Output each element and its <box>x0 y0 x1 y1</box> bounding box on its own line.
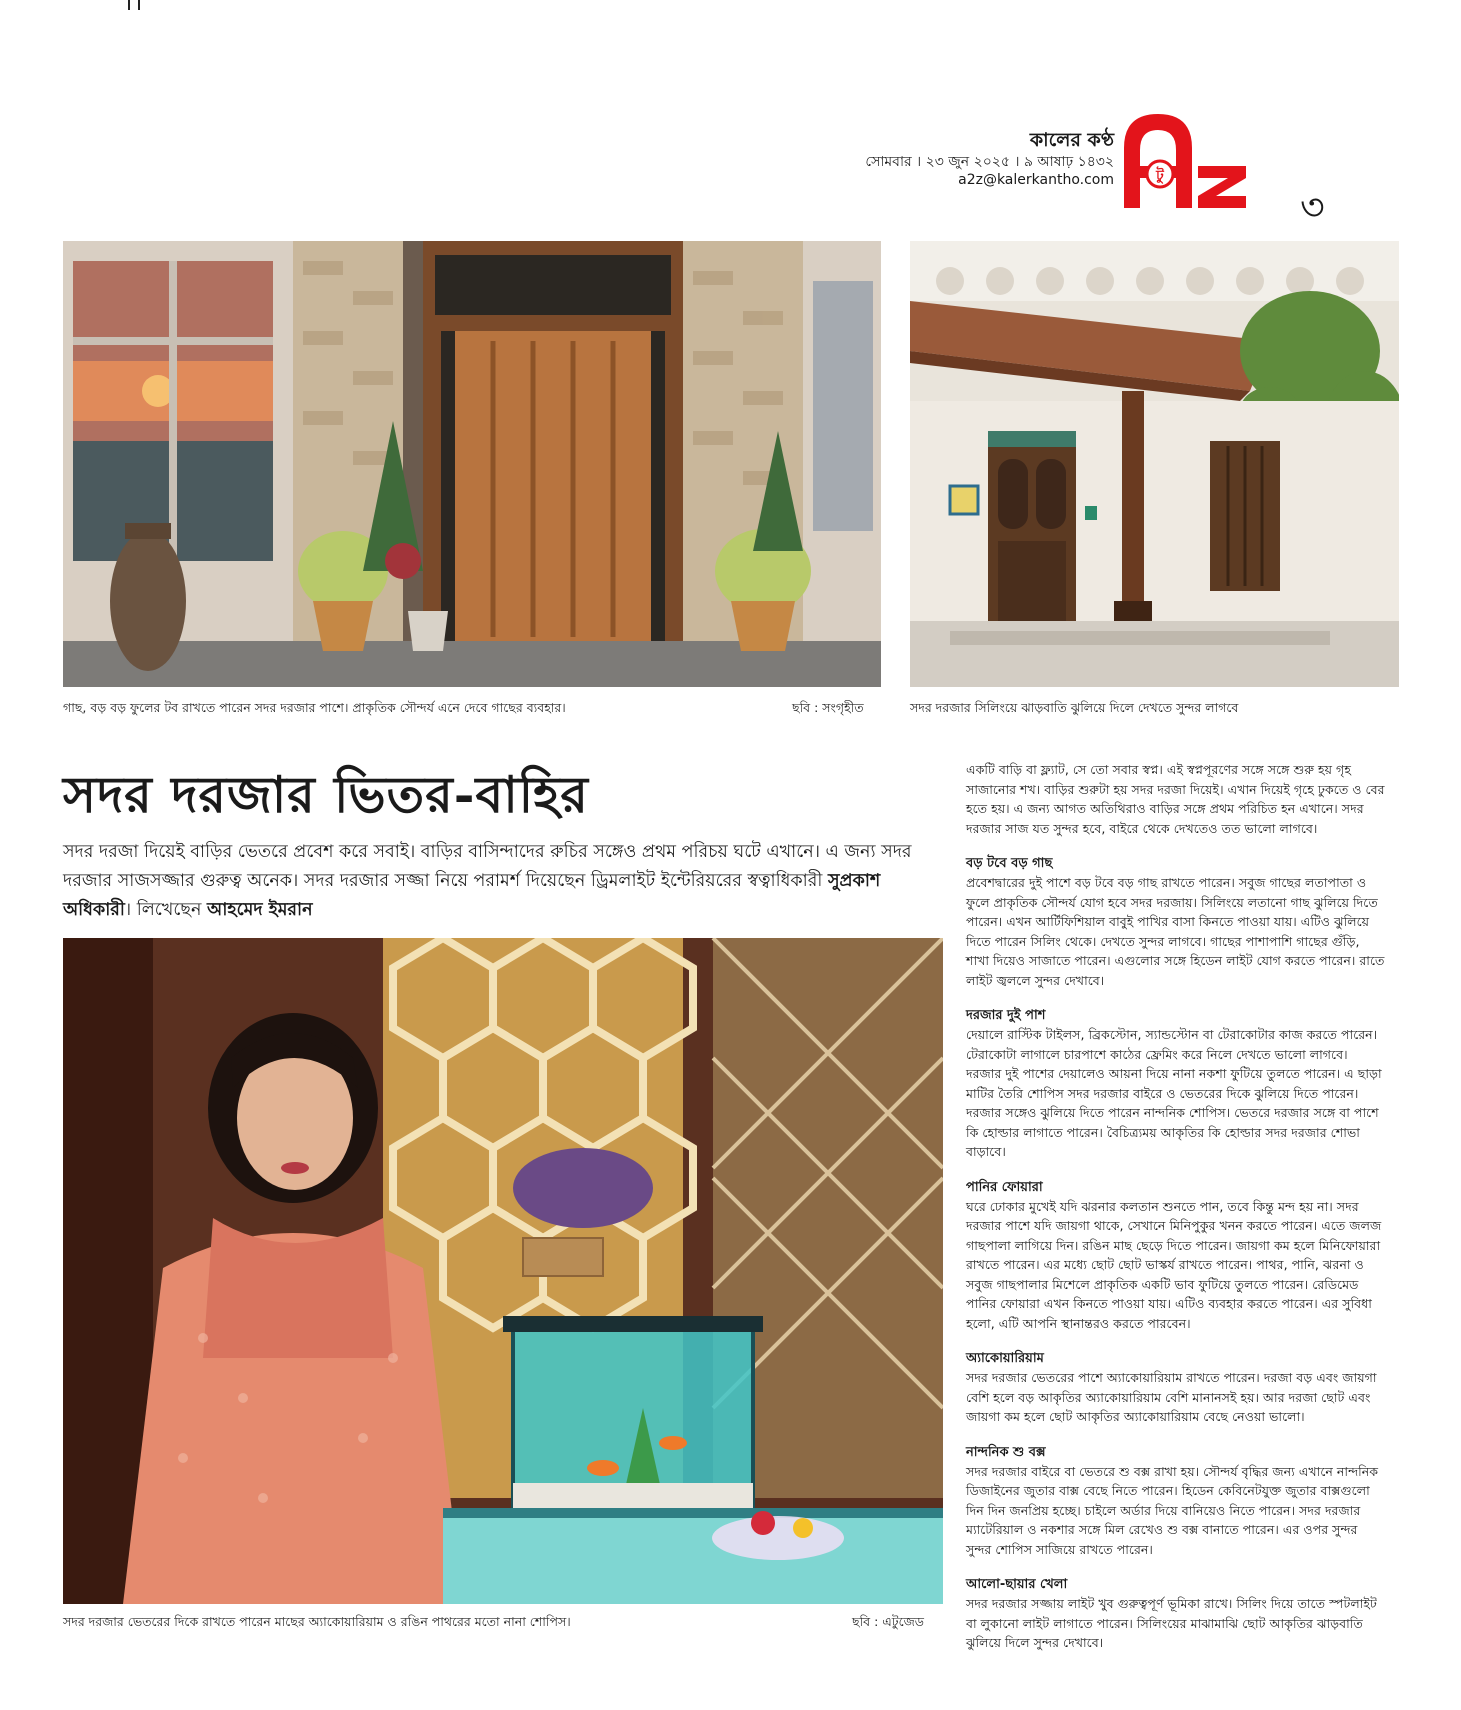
section-body: সদর দরজার বাইরে বা ভেতরে শু বক্স রাখা হয়। সৌন্দর্য বৃদ্ধির জন্য এখানে নান্দনিক ডিজাইনের জুতার বাক্স বেছে নিতে পারেন। হিডেন কেবিনেটযুক্ত জুতার বাক্সগুলো দিন দিন জনপ্রিয় হচ্ছে। চাইলে অর্ডার দিয়ে বানিয়েও নিতে পারেন। সদর দরজার ম্যাটেরিয়াল ও নকশার সঙ্গে মিল রেখেও শু বক্স বানাতে পারেন। এর ওপর সুন্দর সুন্দর শোপিস সাজিয়ে রাখতে পারেন। <box>966 1463 1379 1557</box>
photo-caption-top-right: সদর দরজার সিলিংয়ে ঝাড়বাতি ঝুলিয়ে দিলে দেখতে সুন্দর লাগবে <box>910 700 1239 715</box>
photo-porch-ceiling <box>910 241 1399 687</box>
section-aquarium <box>966 1349 1386 1427</box>
page-number: ৩ <box>1300 185 1325 229</box>
section-body: সদর দরজার সজ্জায় লাইট খুব গুরুত্বপূর্ণ ভূমিকা রাখে। সিলিং দিয়ে তাতে স্পটলাইট বা লুকানো লাইট লাগাতে পারেন। সিলিংয়ের মাঝামাঝি ছোট আকৃতির ঝাড়বাতি ঝুলিয়ে দিলে সুন্দর দেখাবে। <box>966 1596 1377 1650</box>
section-heading: আলো-ছায়ার খেলা <box>966 1577 1068 1592</box>
publication-date: সোমবার । ২৩ জুন ২০২৫ । ৯ আষাঢ় ১৪৩২ <box>865 154 1114 170</box>
intro-author-name: আহমেদ ইমরান <box>206 900 313 920</box>
section-plants <box>966 854 1386 990</box>
section-heading: অ্যাকোয়ারিয়াম <box>966 1351 1044 1366</box>
section-email: a2z@kalerkantho.com <box>958 172 1114 188</box>
a2z-logo <box>1118 108 1280 212</box>
article-headline: সদর দরজার ভিতর-বাহির <box>63 765 589 824</box>
section-fountain <box>966 1178 1386 1334</box>
intro-expert-name: সুপ্রকাশ অধিকারী <box>63 871 881 920</box>
section-door-sides <box>966 1006 1386 1162</box>
section-shoe-box <box>966 1443 1386 1560</box>
lead-paragraph: একটি বাড়ি বা ফ্ল্যাট, সে তো সবার স্বপ্ন। এই স্বপ্নপূরণের সঙ্গে সঙ্গে শুরু হয় গৃহ সাজানোর শখ। বাড়ির শুরুটা হয় সদর দরজা দিয়েই। এখান দিয়েই গৃহে ঢুকতে ও বের হতে হয়। এ জন্য আগত অতিথিরাও বাড়ির সঙ্গে প্রথম পরিচিত হন এখানে। সদর দরজার সাজ যত সুন্দর হবে, বাইরে থেকে দেখতেও তত ভালো লাগবে। <box>966 762 1385 836</box>
section-heading: দরজার দুই পাশ <box>966 1008 1046 1023</box>
article-body-column <box>966 760 1386 1669</box>
section-heading: বড় টবে বড় গাছ <box>966 856 1053 871</box>
section-body: প্রবেশদ্বারের দুই পাশে বড় টবে বড় গাছ রাখতে পারেন। সবুজ গাছের লতাপাতা ও ফুলে প্রাকৃতিক সৌন্দর্য যোগ হবে সদর দরজায়। সিলিংয়ে লতানো গাছ ঝুলিয়ে দিতে পারেন। এখন আর্টিফিশিয়াল বাবুই পাখির বাসা কিনতে পাওয়া যায়। এটিও ঝুলিয়ে দিতে পারেন সিলিং থেকে। দেখতে সুন্দর লাগবে। গাছের পাশাপাশি গাছের গুঁড়ি, শাখা দিয়েও সাজাতে পারেন। এগুলোর সঙ্গে হিডেন লাইট যোগ করতে পারেন। রাতে লাইট জ্বললে সুন্দর দেখাবে। <box>966 875 1385 988</box>
photo-woman-aquarium <box>63 938 943 1604</box>
svg-text:টু: টু <box>1156 168 1164 184</box>
section-body: সদর দরজার ভেতরের পাশে অ্যাকোয়ারিয়াম রাখতে পারেন। দরজা বড় এবং জায়গা বেশি হলে বড় আকৃতির অ্যাকোয়ারিয়াম বেশি মানানসই হয়। আর দরজা ছোট এবং জায়গা কম হলে ছোট আকৃতির অ্যাকোয়ারিয়াম বেছে নেওয়া ভালো। <box>966 1370 1377 1424</box>
section-body: ঘরে ঢোকার মুখেই যদি ঝরনার কলতান শুনতে পান, তবে কিন্তু মন্দ হয় না। সদর দরজার পাশে যদি জায়গা থাকে, সেখানে মিনিপুকুর খনন করতে পারেন। এতে জলজ গাছপালা লাগিয়ে দিন। রঙিন মাছ ছেড়ে দিতে পারেন। জায়গা কম হলে মিনিফোয়ারা রাখতে পারেন। এর মধ্যে ছোট ছোট ভাস্কর্য রাখতে পারেন। পাথর, পানি, ঝরনা ও সবুজ গাছপালার মিশেলে প্রাকৃতিক একটি ভাব ফুটিয়ে তুলতে পারেন। রেডিমেড পানির ফোয়ারা এখন কিনতে পাওয়া যায়। এটিও ব্যবহার করতে পারেন। এর সুবিধা হলো, এটি আপনি স্থানান্তরও করতে পারবেন। <box>966 1198 1382 1331</box>
section-heading: পানির ফোয়ারা <box>966 1179 1043 1195</box>
photo-credit-main: ছবি : এটুজেড <box>852 1614 924 1629</box>
section-body: দেয়ালে রাস্টিক টাইলস, ব্রিকস্টোন, স্যান্ডস্টোন বা টেরাকোটার কাজ করতে পারেন। টেরাকোটা লাগালে চারপাশে কাঠের ফ্রেমিং করে নিলে দেখতে ভালো লাগবে। দরজার দুই পাশের দেয়ালেও আয়না দিয়ে নানা নকশা ফুটিয়ে তুলতে পারেন। এ ছাড়া মাটির তৈরি শোপিস সদর দরজার বাইরে ও ভেতরের দিকে ঝুলিয়ে দিতে পারেন। দরজার সঙ্গেও ঝুলিয়ে দিতে পারেন নান্দনিক শোপিস। ভেতরে দরজার সঙ্গে বা পাশে কি হোল্ডার লাগাতে পারেন। বৈচিত্র্যময় আকৃতির কি হোল্ডার সদর দরজার শোভা বাড়াবে। <box>966 1027 1382 1159</box>
article-intro <box>63 838 943 925</box>
paper-name: কালের কণ্ঠ <box>1029 129 1114 151</box>
intro-text: সদর দরজা দিয়েই বাড়ির ভেতরে প্রবেশ করে সবাই। বাড়ির বাসিন্দাদের রুচির সঙ্গেও প্রথম পরিচয় ঘটে এখানে। এ জন্য সদর দরজার সাজসজ্জার গুরুত্ব অনেক। সদর দরজার সজ্জা নিয়ে পরামর্শ দিয়েছেন ড্রিমলাইট ইন্টেরিয়রের স্বত্বাধিকারী <box>63 842 912 891</box>
section-lighting <box>966 1575 1386 1653</box>
photo-caption-top-left: গাছ, বড় বড় ফুলের টব রাখতে পারেন সদর দরজার পাশে। প্রাকৃতিক সৌন্দর্য এনে দেবে গাছের ব্যবহার। <box>63 700 566 715</box>
photo-caption-main: সদর দরজার ভেতরের দিকে রাখতে পারেন মাছের অ্যাকোয়ারিয়াম ও রঙিন পাথরের মতো নানা শোপিস। <box>63 1614 571 1629</box>
photo-credit-top-left: ছবি : সংগৃহীত <box>792 700 864 715</box>
photo-front-door-exterior <box>63 241 881 687</box>
section-heading: নান্দনিক শু বক্স <box>966 1444 1046 1460</box>
print-register-mark <box>128 0 140 10</box>
intro-mid: । লিখেছেন <box>124 900 207 920</box>
